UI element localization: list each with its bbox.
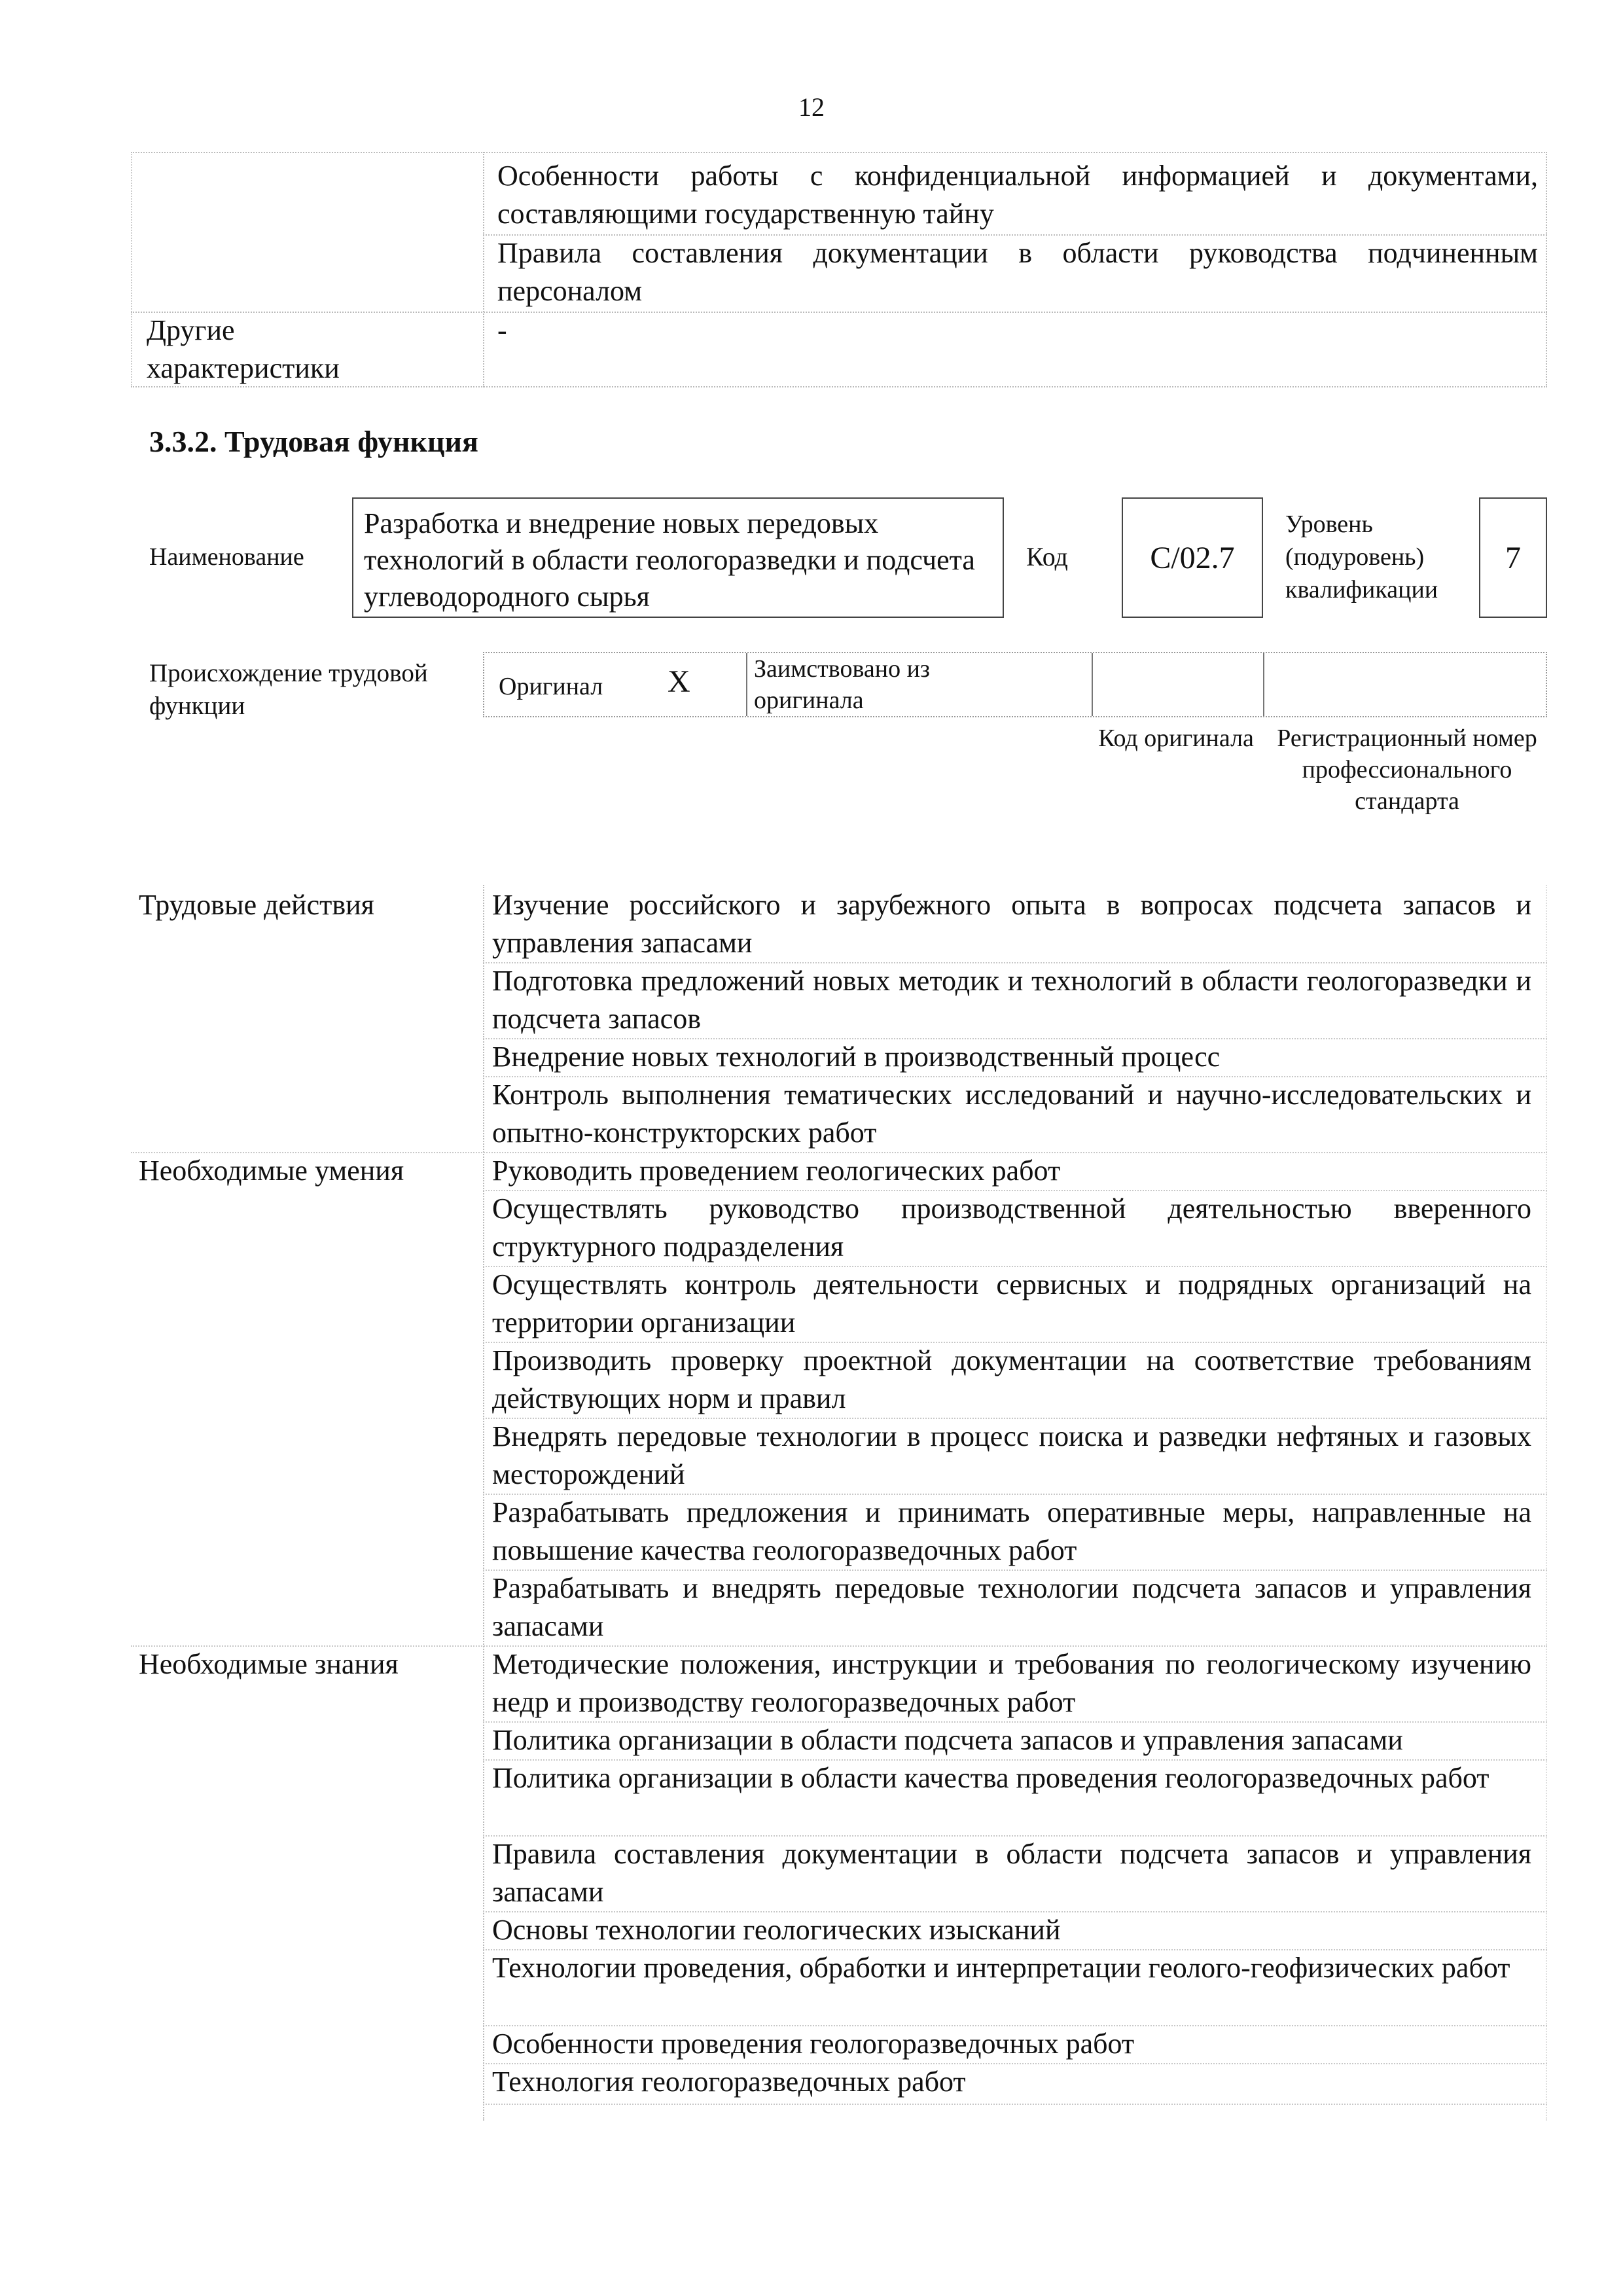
main-table-divider [483,885,484,2121]
knowledge-item: Технология геологоразведочных работ [492,2066,966,2098]
other-characteristics-value: - [497,314,507,346]
code-original-caption: Код оригинала [1098,725,1254,752]
main-table-right-border [1546,885,1547,2121]
knowledge-item: Основы технологии геологических изысканий [492,1914,1061,1946]
skills-label: Необходимые умения [139,1155,404,1187]
knowledge-item: Правила составления документации в области подсчета запасов и управления запасами [492,1838,1531,1908]
top-table-row: Особенности работы с конфиденциальной информацией и документами, составляющими государственную тайну [497,160,1538,230]
origin-label: Происхождение трудовой функции [149,659,428,720]
knowledge-label: Необходимые знания [139,1648,399,1680]
skill-item: Внедрять передовые технологии в процесс поиска и разведки нефтяных и газовых месторождений [492,1420,1531,1490]
code-label: Код [1026,542,1068,571]
knowledge-item: Технологии проведения, обработки и интерпретации геолого-геофизических работ [492,1952,1510,1984]
labor-action-item: Внедрение новых технологий в производственный процесс [492,1041,1221,1073]
original-label: Оригинал [499,673,603,700]
labor-action-item: Изучение российского и зарубежного опыта в вопросах подсчета запасов и управления запасами [492,889,1531,959]
skill-item: Осуществлять контроль деятельности сервисных и подрядных организаций на территории организации [492,1268,1531,1338]
level-box [1479,497,1547,618]
function-name-value: Разработка и внедрение новых передовых технологий в области геологоразведки и подсчета углеводородного сырья [364,507,975,613]
knowledge-item: Методические положения, инструкции и требования по геологическому изучению недр и производству геологоразведочных работ [492,1648,1531,1718]
skill-item: Разрабатывать предложения и принимать оперативные меры, направленные на повышение качества геологоразведочных работ [492,1496,1531,1566]
name-label: Наименование [149,543,304,571]
skill-item: Руководить проведением геологических работ [492,1155,1061,1187]
labor-actions-label: Трудовые действия [139,889,374,921]
level-value: 7 [1505,540,1521,575]
page-number: 12 [798,92,825,122]
borrowed-label: Заимствовано из оригинала [754,655,930,714]
reg-number-caption: Регистрационный номер профессионального стандарта [1277,725,1537,815]
original-mark: X [668,664,690,699]
knowledge-item: Политика организации в области качества проведения геологоразведочных работ [492,1762,1489,1794]
function-name-box [352,497,1004,618]
function-code-value: C/02.7 [1150,540,1235,575]
labor-action-item: Подготовка предложений новых методик и технологий в области геологоразведки и подсчета запасов [492,965,1531,1035]
skill-item: Разрабатывать и внедрять передовые технологии подсчета запасов и управления запасами [492,1572,1531,1642]
top-table-row: Правила составления документации в области руководства подчиненным персоналом [497,237,1538,307]
section-title: 3.3.2. Трудовая функция [149,425,478,458]
labor-action-item: Контроль выполнения тематических исследований и научно-исследовательских и опытно-конструкторских работ [492,1079,1531,1149]
knowledge-item: Политика организации в области подсчета запасов и управления запасами [492,1724,1403,1756]
skill-item: Производить проверку проектной документации на соответствие требованиям действующих норм и правил [492,1344,1531,1414]
knowledge-item: Особенности проведения геологоразведочных работ [492,2028,1135,2060]
origin-table [483,652,1547,717]
level-label: Уровень (подуровень) квалификации [1285,511,1438,603]
other-characteristics-label: Другие характеристики [147,314,340,384]
function-code-box [1122,497,1263,618]
skill-item: Осуществлять руководство производственной деятельностью вверенного структурного подразделения [492,1193,1531,1263]
